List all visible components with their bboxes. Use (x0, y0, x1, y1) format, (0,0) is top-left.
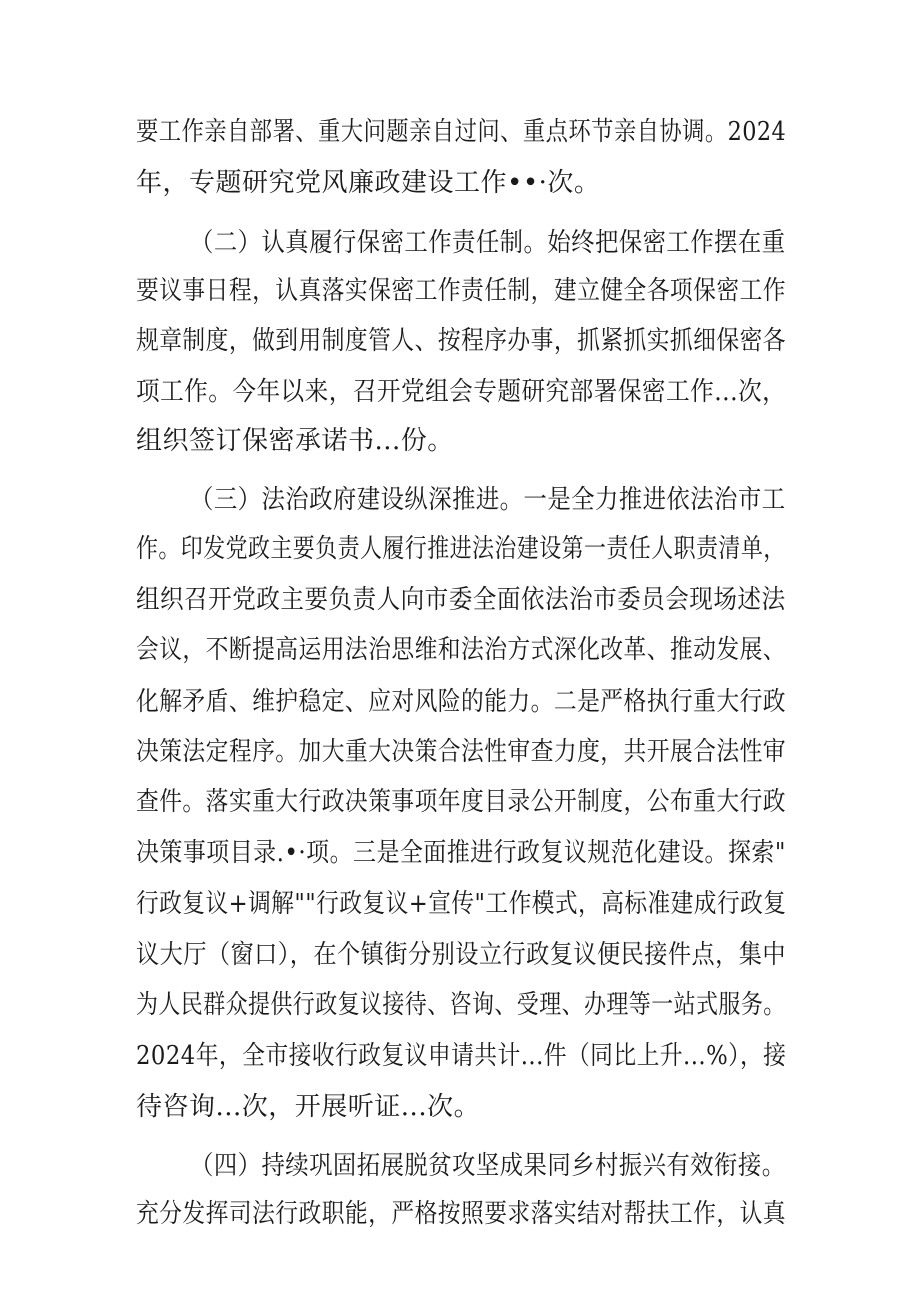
text-line: 项工作。今年以来，召开党组会专题研究部署保密工作...次， (136, 377, 787, 407)
text-line: 待咨询...次，开展听证...次。 (136, 1092, 481, 1122)
text-line: 决策法定程序。加大重大决策合法性审查力度，共开展合法性审 (136, 737, 787, 767)
text-line: 组织召开党政主要负责人向市委全面依法治市委员会现场述法 (136, 585, 786, 615)
paragraph-heading-4: （四）持续巩固拓展脱贫攻坚成果同乡村振兴有效衔接。 (190, 1151, 786, 1181)
text-line: 要工作亲自部署、重大问题亲自过问、重点环节亲自协调。2024 (136, 117, 787, 147)
text-line: 作。印发党政主要负责人履行推进法治建设第一责任人职责清单， (136, 534, 786, 564)
text-line: 查件。落实重大行政决策事项年度目录公开制度，公布重大行政 (136, 787, 787, 817)
text-line: 年，专题研究党风廉政建设工作••·次。 (136, 168, 601, 198)
text-line: 决策事项目录.•·项。三是全面推进行政复议规范化建设。探索" (136, 838, 786, 868)
paragraph-heading-2: （二）认真履行保密工作责任制。始终把保密工作摆在重 (190, 228, 786, 258)
text-line: 行政复议+调解""行政复议+宣传"工作模式，高标准建成行政复 (136, 889, 787, 919)
text-line: 为人民群众提供行政复议接待、咨询、受理、办理等一站式服务。 (136, 990, 786, 1020)
text-line: 组织签订保密承诺书...份。 (136, 426, 454, 456)
paragraph-heading-3: （三）法治政府建设纵深推进。一是全力推进依法治市工 (190, 485, 786, 515)
text-line: 充分发挥司法行政职能，严格按照要求落实结对帮扶工作，认真 (136, 1199, 787, 1229)
text-line: 2024年，全市接收行政复议申请共计...件（同比上升...%），接 (136, 1041, 787, 1071)
text-line: 要议事日程，认真落实保密工作责任制，建立健全各项保密工作 (136, 276, 787, 306)
text-line: 规章制度，做到用制度管人、按程序办事，抓紧抓实抓细保密各 (136, 326, 787, 356)
text-line: 会议，不断提高运用法治思维和法治方式深化改革、推动发展、 (136, 635, 787, 665)
text-line: 议大厅（窗口），在个镇街分别设立行政复议便民接件点，集中 (136, 940, 786, 970)
text-line: 化解矛盾、维护稳定、应对风险的能力。二是严格执行重大行政 (136, 687, 787, 717)
